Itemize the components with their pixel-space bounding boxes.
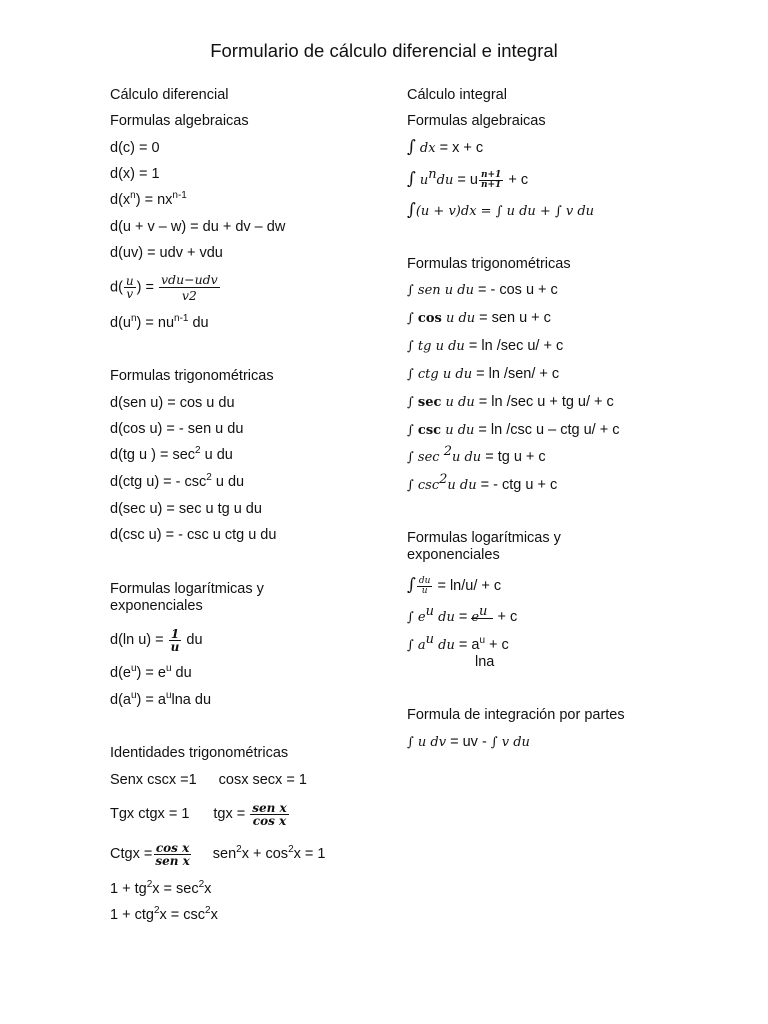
subheading-exponential: exponenciales (407, 547, 500, 563)
text: x (204, 881, 212, 897)
fraction-du-over-u (417, 577, 433, 596)
text: du (171, 665, 192, 681)
superscript: u (425, 604, 434, 619)
text: x + cos (241, 846, 289, 862)
text: d(e (110, 665, 131, 681)
numerator: u (125, 274, 134, 288)
text: = sen u + c (475, 310, 551, 326)
math: du (434, 638, 455, 653)
denominator: u (421, 585, 428, 596)
text: x (210, 907, 218, 923)
formula-d-x: d(x) = 1 (110, 166, 160, 182)
text: + c (485, 637, 509, 653)
integral-csc (407, 421, 619, 440)
text: = ln /csc u – ctg u/ + c (474, 422, 620, 438)
integral-ctg (407, 365, 559, 384)
superscript: u (165, 663, 172, 674)
subheading-logarithmic: Formulas logarítmicas y (110, 581, 264, 597)
math: ∫ u dv (407, 735, 447, 750)
text: d(tg u ) = sec (110, 447, 196, 463)
text: du (182, 632, 203, 648)
text: ) = a (136, 692, 166, 708)
text: x = sec (152, 881, 199, 897)
fraction-sen-over-cos (250, 802, 288, 827)
text: = tg u + c (481, 449, 546, 465)
text: = - ctg u + c (476, 477, 558, 493)
math: ∫ sec (407, 450, 444, 465)
superscript: u (130, 663, 137, 674)
text: = ln /sen/ + c (472, 366, 560, 382)
superscript: n-1 (174, 313, 189, 324)
superscript: u (479, 635, 486, 646)
math: ∫ v du (490, 735, 530, 750)
fraction-one-over-u (169, 628, 182, 653)
text: d(x (110, 192, 131, 208)
superscript: u (479, 604, 488, 619)
subheading-integration-by-parts: Formula de integración por partes (407, 707, 625, 723)
superscript: n (130, 313, 137, 324)
math: u du (441, 311, 476, 326)
subheading-exponential: exponenciales (110, 598, 203, 614)
math: u du (451, 450, 482, 465)
integral-sign: ∫ (407, 200, 416, 220)
subheading-identities: Identidades trigonométricas (110, 745, 289, 761)
math: ∫ (407, 423, 418, 438)
text: = x + c (435, 140, 484, 156)
formula-d-ctg (110, 473, 244, 491)
formula-d-constant: d(c) = 0 (110, 140, 160, 156)
fraction-cos-over-sen (153, 842, 191, 867)
superscript: 2 (206, 472, 212, 483)
numerator: n+1 (480, 169, 502, 180)
formula-d-tg (110, 446, 233, 464)
text: d( (110, 279, 123, 296)
subheading-logarithmic: Formulas logarítmicas y (407, 530, 561, 546)
text: x = csc (159, 907, 206, 923)
subheading-trigonometric: Formulas trigonométricas (407, 256, 571, 272)
text: 1 + ctg (110, 907, 154, 923)
denominator: sen x (155, 853, 190, 868)
text: = a (454, 637, 480, 653)
numerator: vdu−udv (161, 272, 218, 287)
math-bold: sec (417, 395, 442, 410)
text: Tgx ctgx = 1 (110, 806, 190, 822)
fraction-u-v (124, 275, 136, 300)
formula-d-product: d(uv) = udv + vdu (110, 245, 223, 261)
superscript: n (130, 190, 136, 201)
text: d(ln u) = (110, 632, 168, 648)
math: du (436, 173, 454, 188)
numerator: cos x (155, 840, 190, 855)
text: Ctgx = (110, 846, 153, 862)
integral-du-over-u (407, 570, 501, 601)
integral-sen (407, 281, 558, 300)
math: e (471, 610, 480, 625)
formula-d-sec: d(sec u) = sec u tg u du (110, 501, 262, 517)
math: ∫ (407, 395, 418, 410)
section-heading-integral: Cálculo integral (407, 87, 507, 103)
math: ∫ csc (407, 478, 440, 493)
text: u du (200, 447, 233, 463)
text: = (454, 609, 472, 625)
identity-sen-csc (110, 771, 307, 789)
numerator: 1 (170, 626, 180, 641)
formula-d-cos: d(cos u) = - sen u du (110, 421, 244, 437)
subheading-algebraic: Formulas algebraicas (407, 113, 546, 129)
integral-sign: ∫ (407, 137, 416, 157)
text: = uv - (446, 734, 491, 750)
formula-d-sum: d(u + v – w) = du + dv – dw (110, 219, 286, 235)
text: tgx = (213, 806, 250, 822)
math-bold: cos (417, 311, 442, 326)
math: u (419, 173, 429, 188)
math-bold: csc (417, 423, 442, 438)
denominator: cos x (252, 813, 287, 828)
section-heading-differential: Cálculo diferencial (110, 87, 229, 103)
text: sen (212, 846, 237, 862)
superscript: 2 (288, 844, 294, 855)
math: ∫ e (407, 610, 426, 625)
text: d(ctg u) = - csc (110, 474, 207, 490)
integral-sum (407, 201, 594, 221)
math: ∫ (407, 311, 418, 326)
text: = ln /sec u/ + c (468, 338, 564, 354)
superscript: u (425, 632, 435, 647)
numerator: du (418, 575, 431, 586)
identity-tg (110, 796, 290, 832)
text: u du (211, 474, 245, 490)
math: u du (441, 423, 475, 438)
integral-by-parts (407, 733, 530, 752)
integral-dx (407, 138, 483, 158)
formula-d-csc: d(csc u) = - csc u ctg u du (110, 527, 277, 543)
text: = u (453, 172, 478, 188)
formula-d-quotient (110, 272, 221, 303)
text: + c (493, 609, 518, 625)
text: = ln /sec u + tg u/ + c (474, 394, 614, 410)
superscript: 2 (198, 879, 205, 890)
math: ∫ tg u du (407, 339, 469, 354)
superscript: u (130, 690, 137, 701)
denominator: u (170, 639, 180, 654)
text: ) = nu (136, 315, 175, 331)
integral-cos (407, 309, 551, 328)
superscript: 2 (439, 472, 448, 487)
superscript: n-1 (172, 190, 187, 201)
page-title: Formulario de cálculo diferencial e integral (210, 40, 558, 61)
math: dx (419, 141, 436, 156)
integral-sign: ∫ (407, 169, 416, 189)
formula-d-sen: d(sen u) = cos u du (110, 395, 235, 411)
struck-term (471, 604, 493, 625)
math: u du (447, 478, 477, 493)
text: + c (504, 172, 529, 188)
identity-ctg (110, 836, 325, 872)
text: ) = e (136, 665, 166, 681)
text: d(u (110, 315, 131, 331)
formula-d-ln (110, 624, 203, 656)
text: ) = (136, 279, 154, 296)
text: lna du (171, 692, 212, 708)
superscript: 2 (236, 844, 242, 855)
numerator: sen x (252, 800, 287, 815)
superscript: 2 (195, 445, 201, 456)
math: (u + v)dx = ∫ u du + ∫ v du (415, 204, 595, 219)
superscript: 2 (146, 879, 153, 890)
integral-sign: ∫ (407, 575, 416, 595)
text: = ln/u/ + c (433, 578, 502, 594)
integral-sec-squared (407, 444, 546, 467)
integral-exp-a-denominator: lna (475, 654, 495, 670)
formula-d-exp-a (110, 691, 211, 709)
text: ) = nx (135, 192, 173, 208)
superscript: 2 (443, 444, 452, 459)
fraction-quotient-rule (159, 272, 220, 303)
superscript: u (165, 690, 172, 701)
text: du (188, 315, 209, 331)
math: ∫ ctg u du (407, 367, 473, 382)
integral-sec (407, 393, 614, 412)
denominator: v (126, 287, 134, 301)
superscript: n (428, 167, 437, 182)
text: d(a (110, 692, 131, 708)
text: 1 + tg (110, 881, 147, 897)
text: = - cos u + c (473, 282, 558, 298)
superscript: 2 (205, 905, 211, 916)
identity-ctg-csc (110, 906, 218, 924)
text: cosx secx = 1 (218, 772, 307, 788)
integral-exp-e (407, 604, 518, 627)
formula-d-power (110, 191, 187, 209)
identity-tg-sec (110, 880, 211, 898)
integral-csc-squared (407, 472, 558, 495)
math: ∫ a (407, 638, 426, 653)
denominator: n+1 (480, 179, 502, 190)
formula-d-u-power (110, 314, 209, 332)
text: x = 1 (293, 846, 326, 862)
text: Senx cscx =1 (110, 772, 197, 788)
subheading-algebraic: Formulas algebraicas (110, 113, 249, 129)
subheading-trigonometric: Formulas trigonométricas (110, 368, 274, 384)
fraction-n-plus-1 (479, 171, 503, 190)
integral-power (407, 164, 528, 196)
superscript: 2 (153, 905, 160, 916)
integral-tg (407, 337, 563, 356)
denominator: v2 (181, 288, 197, 303)
math: ∫ sen u du (407, 283, 474, 298)
math: du (433, 610, 455, 625)
math: u du (441, 395, 475, 410)
formula-d-exp-e (110, 664, 192, 682)
